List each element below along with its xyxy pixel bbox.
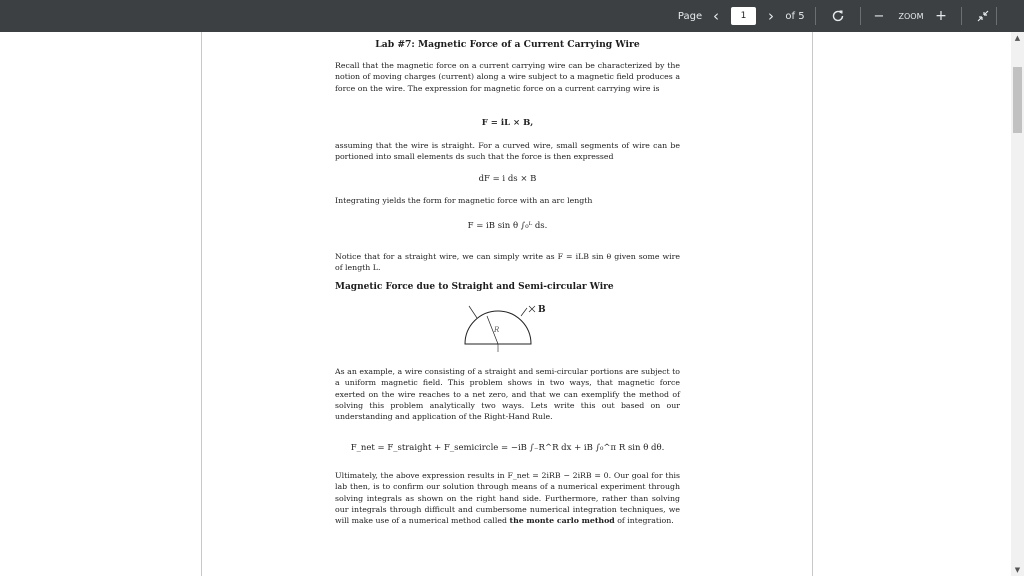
exit-fullscreen-button[interactable] <box>972 0 994 32</box>
rotate-button[interactable] <box>827 0 849 32</box>
intro-paragraph: Recall that the magnetic force on a current carrying wire can be characterized by the notion of moving charges (current) along a wire subject to a magnetic field produces a force on the wire. The expression for magnetic force on a current carrying wire is <box>335 61 680 93</box>
equation-net-force: F_net = F_straight + F_semicircle = −iB ∫₋R^R dx + iB ∫₀^π R sin θ dθ. <box>350 443 665 453</box>
page-label: Page <box>677 10 703 22</box>
equation-text: F = iL × B, <box>481 118 534 128</box>
document-title: Lab #7: Magnetic Force of a Current Carrying Wire <box>375 39 640 50</box>
monte-carlo-term: the monte carlo method <box>509 516 615 526</box>
equation-force-straight <box>335 118 680 128</box>
zoom-label: ZOOM <box>898 11 924 21</box>
chevron-right-icon: › <box>768 7 774 25</box>
zoom-in-button[interactable] <box>933 0 949 32</box>
collapse-icon <box>977 10 989 22</box>
document-viewer[interactable] <box>0 32 1024 576</box>
zoom-out-button[interactable] <box>871 0 887 32</box>
conclusion-end: of integration. <box>617 516 674 526</box>
left-gutter <box>0 32 201 576</box>
toolbar-divider <box>860 7 861 25</box>
example-paragraph: As an example, a wire consisting of a straight and semi-circular portions are subject to a uniform magnetic field. This problem shows in two ways, that magnetic force exerted on the wire reaches to a net zero, and that we can exemplify the method of solving this problem analytically two ways. Lets write this out based on our understanding and application of the Right-Hand Rule. <box>335 367 680 422</box>
pdf-toolbar <box>0 0 1024 32</box>
previous-page-button[interactable] <box>708 0 724 32</box>
rotate-icon <box>831 9 845 23</box>
toolbar-divider <box>996 7 997 25</box>
toolbar-divider <box>961 7 962 25</box>
page-count: of 5 <box>785 10 805 22</box>
scrollbar-thumb[interactable] <box>1013 67 1022 133</box>
integration-paragraph: Integrating yields the form for magnetic force with an arc length <box>335 196 593 205</box>
minus-icon: − <box>873 8 885 24</box>
field-label-b: B <box>538 305 546 315</box>
semicircle-wire-figure <box>455 302 565 358</box>
page-number-input[interactable]: 1 <box>731 7 756 25</box>
chevron-left-icon: ‹ <box>713 7 719 25</box>
plus-icon: + <box>935 8 947 24</box>
equation-arc-length: F = iB sin θ ∫₀ᴸ ds. <box>467 221 548 231</box>
curved-wire-paragraph: assuming that the wire is straight. For a curved wire, small segments of wire can be portioned into small elements ds such that the force is then expressed <box>335 141 680 162</box>
scroll-up-arrow[interactable]: ▲ <box>1014 34 1021 42</box>
section-heading: Magnetic Force due to Straight and Semi-circular Wire <box>335 282 614 292</box>
toolbar-divider <box>815 7 816 25</box>
equation-differential-force: dF = i ds × B <box>478 174 537 184</box>
conclusion-paragraph <box>335 470 680 526</box>
right-gutter <box>813 32 1011 576</box>
scroll-down-arrow[interactable]: ▼ <box>1014 566 1021 574</box>
straight-wire-paragraph: Notice that for a straight wire, we can simply write as F = iLB sin θ given some wire of length L. <box>335 252 680 273</box>
conclusion-text: Ultimately, the above expression results in F_net = 2iRB − 2iRB = 0. Our goal for this lab then, is to confirm our solution through means of a numerical experiment through solving integrals as shown on the right hand side. Furthermore, rather than solving our integrals through difficult and cumbersome numerical integration techniques, we will make use of a numerical method called <box>335 471 680 526</box>
next-page-button[interactable] <box>763 0 779 32</box>
radius-label: R <box>494 326 500 334</box>
